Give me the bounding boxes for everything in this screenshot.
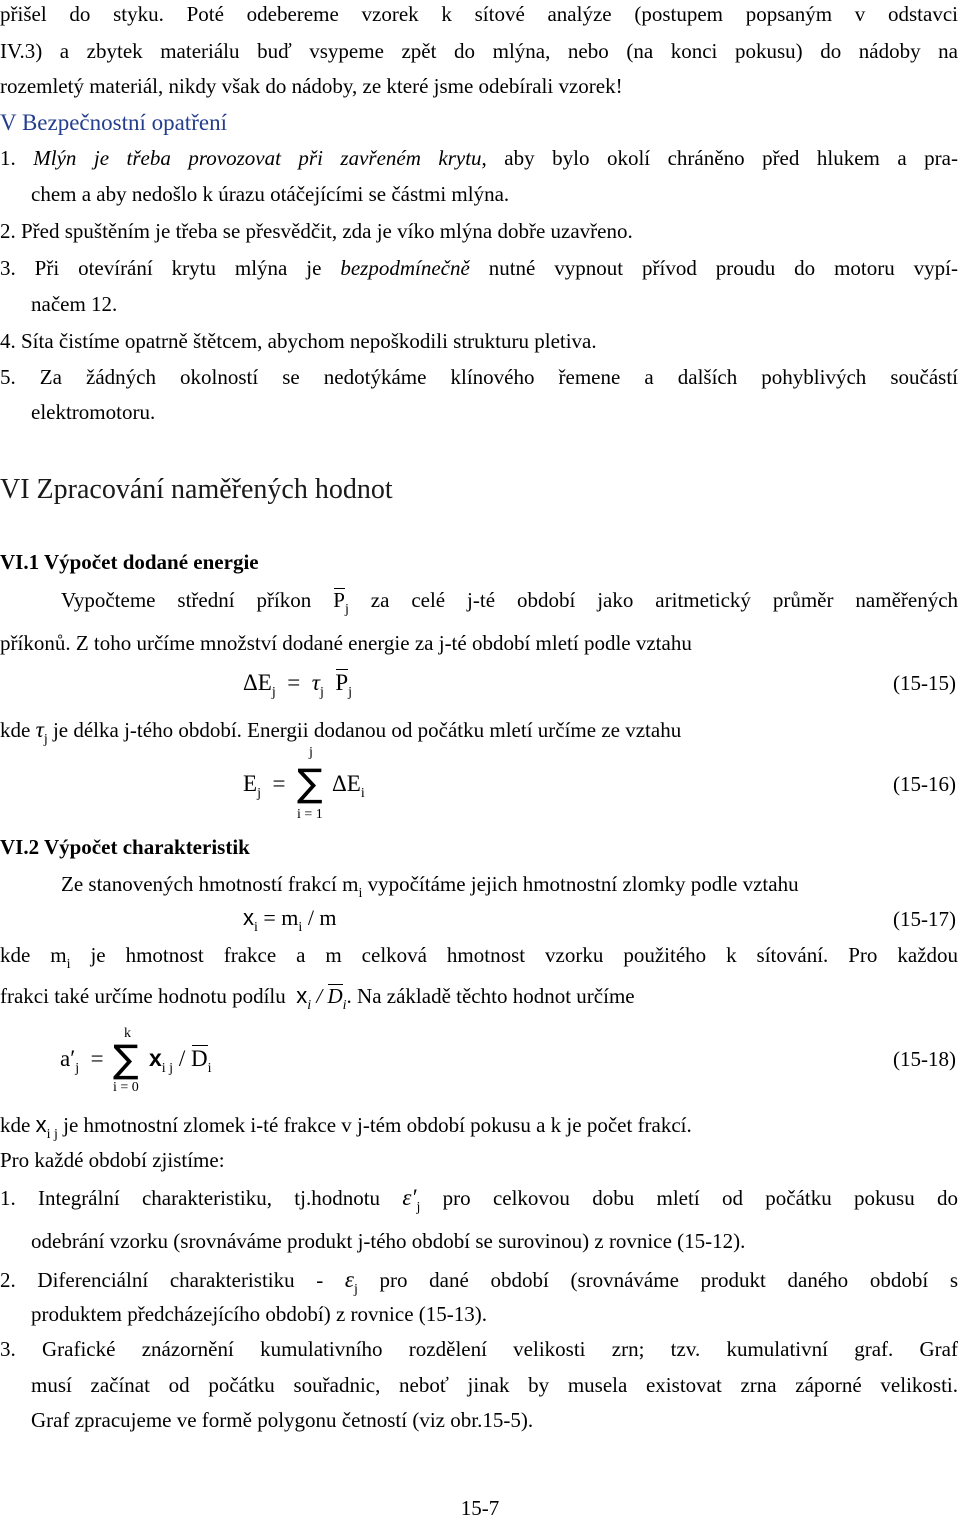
text-run: Vypočteme střední příkon	[61, 588, 312, 612]
list-item-continuation: odebrání vzorku (srovnáváme produkt j-tého období se surovinou) z rovnice (15-12).	[31, 1229, 746, 1253]
sum-symbol: ∑	[113, 1037, 139, 1081]
page-number: 15-7	[460, 1496, 500, 1520]
sum-upper-limit: k	[124, 1026, 131, 1041]
sum-lower-limit: i = 1	[297, 807, 323, 822]
equation-15-17: $x_i = m_i / m$	[243, 905, 337, 935]
emphasis-text: Mlýn je třeba provozovat při zavřeném krytu	[33, 146, 482, 170]
item-text: , aby bylo okolí chráněno před hlukem a pra-	[481, 146, 958, 170]
list-item	[0, 258, 958, 279]
paragraph-line: kde $m_i$ je hmotnost frakce a m celková hmotnost vzorku použitého k sítování. Pro každou	[0, 943, 959, 972]
list-item: 1. Integrální charakteristiku, tj.hodnotu $\varepsilon'_j$ pro celkovou dobu mletí od počátku pokusu do	[0, 1185, 959, 1215]
sum-symbol: ∑	[297, 761, 323, 805]
list-item: 2. Před spuštěním je třeba se přesvědčit, zda je víko mlýna dobře uzavřeno.	[0, 219, 633, 243]
paragraph-line: Pro každé období zjistíme:	[0, 1148, 225, 1172]
equation-rhs: $\Delta E_i$	[332, 771, 365, 801]
emphasis-text: bezpodmínečně	[340, 256, 470, 280]
text-run: za celé j-té období jako aritmetický průměr naměřených	[370, 588, 959, 612]
item-text: 3. Při otevírání krytu mlýna je	[0, 256, 341, 280]
list-item-continuation: elektromotoru.	[31, 400, 156, 424]
list-item-continuation: musí začínat od počátku souřadnic, neboť jinak by musela existovat zrna záporné velikosti.	[31, 1373, 958, 1397]
list-item: 4. Síta čistíme opatrně štětcem, abychom nepoškodili strukturu pletiva.	[0, 329, 597, 353]
equation-15-16: $E_j$ =	[243, 771, 286, 801]
paragraph-line: IV.3) a zbytek materiálu buď vsypeme zpět do mlýna, nebo (na konci pokusu) do nádoby na	[0, 39, 958, 63]
list-item-continuation: Graf zpracujeme ve formě polygonu četností (viz obr.15-5).	[31, 1408, 534, 1432]
paragraph-line: kde $\tau_j$ je délka j-tého období. Energii dodanou od počátku mletí určíme ze vztahu	[0, 717, 682, 747]
sum-upper-limit: j	[309, 745, 313, 760]
paragraph-line	[61, 588, 959, 617]
item-number: 1.	[0, 146, 16, 170]
paragraph-line: frakci také určíme hodnotu podílu $x_i / D_i$. Na základě těchto hodnot určíme	[0, 983, 635, 1013]
equation-15-15: $\Delta E_j = \tau_j$ $P_j$	[243, 670, 353, 700]
paragraph-line: kde $x_{i j}$ je hmotnostní zlomek i-té frakce v j-tém období pokusu a k je počet frakcí.	[0, 1112, 692, 1142]
equation-number: (15-15)	[893, 671, 956, 695]
equation-number: (15-17)	[893, 907, 956, 931]
sum-lower-limit: i = 0	[113, 1080, 139, 1095]
list-item-continuation: načem 12.	[31, 292, 118, 316]
paragraph-line: příkonů. Z toho určíme množství dodané energie za j-té období mletí podle vztahu	[0, 631, 692, 655]
paragraph-line: rozemletý materiál, nikdy však do nádoby, ze které jsme odebírali vzorek!	[0, 74, 623, 98]
item-text: nutné vypnout přívod proudu do motoru vypí-	[469, 256, 958, 280]
list-item-continuation: chem a aby nedošlo k úrazu otáčejícími se částmi mlýna.	[31, 182, 510, 206]
section-heading: VI Zpracování naměřených hodnot	[0, 474, 393, 505]
equation-15-18: $a'_j$ =	[60, 1046, 104, 1076]
subsection-heading: VI.1 Výpočet dodané energie	[0, 550, 259, 574]
list-item	[0, 148, 958, 169]
subsection-heading: VI.2 Výpočet charakteristik	[0, 835, 250, 859]
section-heading: V Bezpečnostní opatření	[0, 110, 227, 135]
symbol-P-mean: $P_j$	[333, 588, 349, 617]
list-item-continuation: produktem předcházejícího období) z rovnice (15-13).	[31, 1302, 488, 1326]
equation-number: (15-18)	[893, 1047, 956, 1071]
paragraph-line: Ze stanovených hmotností frakcí $m_i$ vypočítáme jejich hmotnostní zlomky podle vztahu	[61, 872, 799, 901]
paragraph-line: přišel do styku. Poté odebereme vzorek k sítové analýze (postupem popsaným v odstavci	[0, 2, 958, 26]
list-item: 2. Diferenciální charakteristiku - $\varepsilon_j$ pro dané období (srovnáváme produkt daného období s	[0, 1267, 958, 1297]
equation-rhs: $x_{i j} / D_i$	[149, 1045, 212, 1076]
list-item: 5. Za žádných okolností se nedotýkáme klínového řemene a dalších pohyblivých součástí	[0, 365, 958, 389]
list-item: 3. Grafické znázornění kumulativního rozdělení velikosti zrn; tzv. kumulativní graf. Graf	[0, 1337, 958, 1361]
equation-number: (15-16)	[893, 772, 956, 796]
